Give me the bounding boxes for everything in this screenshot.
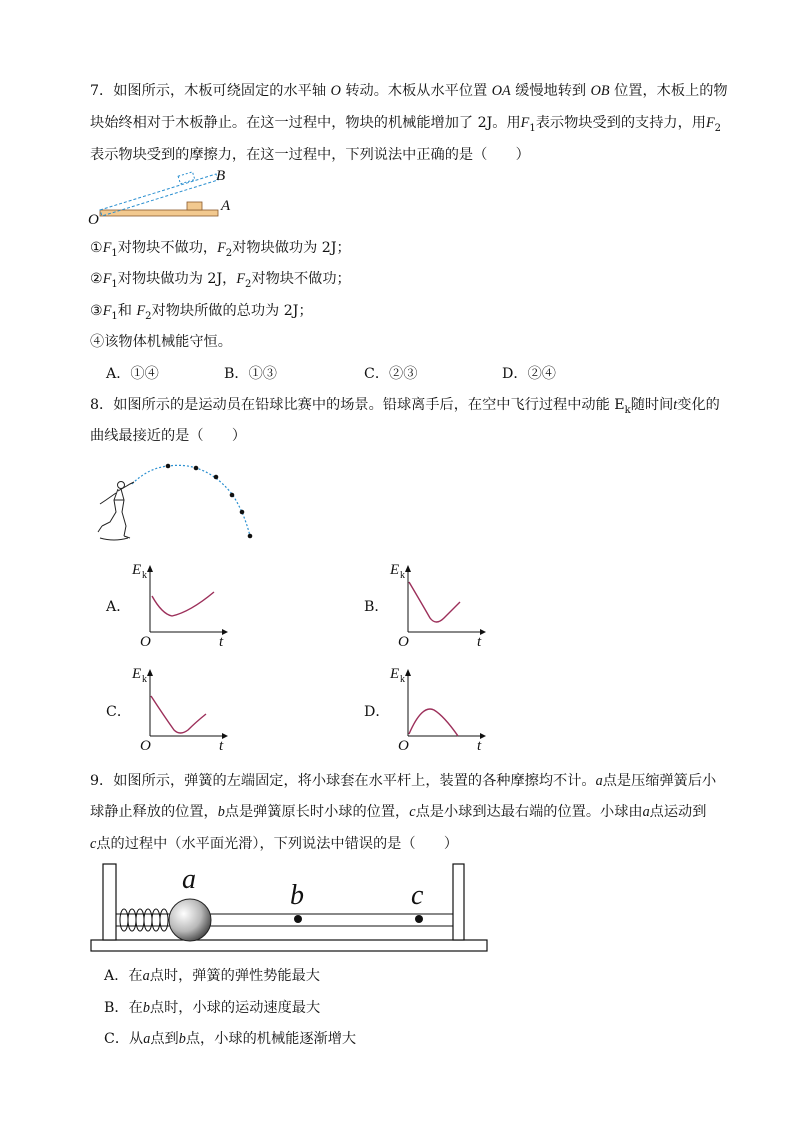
q8-shotput-figure: [88, 460, 268, 550]
q9-line-3: c点的过程中（水平面光滑），下列说法中错误的是（ ）: [90, 836, 459, 852]
q9-line-2: 球静止释放的位置，b点是弹簧原长时小球的位置，c点是小球到达最右端的位置。小球由a点运动到: [90, 804, 707, 820]
q8-option-a[interactable]: A．: [106, 599, 131, 615]
q9-label-a: a: [182, 864, 196, 895]
q9-spring-figure: [88, 858, 490, 958]
q8-graph-a: E k O t: [130, 560, 230, 650]
q9-option-a[interactable]: A．在a点时，弹簧的弹性势能最大: [104, 968, 320, 984]
q9-option-b[interactable]: B．在b点时，小球的运动速度最大: [104, 1000, 321, 1016]
q8-graph-d: E k O t: [388, 664, 488, 754]
q8-option-c[interactable]: C．: [106, 704, 132, 720]
q7-option-c[interactable]: C．②③: [364, 366, 418, 382]
q7-board-figure: [88, 168, 248, 228]
q7-statement-3: $③F_1$和 $F_2$对物块所做的总功为 2J；: [90, 303, 313, 322]
q9-label-c: c: [411, 880, 424, 911]
q7-line-2: 块始终相对于木板静止。在这一过程中，物块的机械能增加了 2J。用$F_1$表示物块受到的支持力，用$F_2$: [90, 115, 722, 134]
q7-line-3: 表示物块受到的摩擦力，在这一过程中，下列说法中正确的是（ ）: [90, 147, 530, 163]
q7-label-O: O: [88, 212, 99, 228]
q8-option-b[interactable]: B．: [364, 599, 389, 615]
q9-option-c[interactable]: C．从a点到b点，小球的机械能逐渐增大: [104, 1031, 357, 1047]
q7-option-a[interactable]: A．①④: [106, 366, 159, 382]
q8-option-d[interactable]: D．: [364, 704, 390, 720]
q8-line-2: 曲线最接近的是（ ）: [90, 428, 247, 444]
q7-option-d[interactable]: D．②④: [502, 366, 556, 382]
q7-statement-1: $①F_1$对物块不做功，$F_2$对物块做功为 2J；: [90, 240, 351, 259]
q7-statement-2: $②F_1$对物块做功为 2J，$F_2$对物块不做功；: [90, 271, 351, 290]
q7-line-1: 7．如图所示，木板可绕固定的水平轴 O 转动。木板从水平位置 OA 缓慢地转到 OB 位置，木板上的物: [90, 83, 728, 99]
q7-statement-4: ④该物体机械能守恒。: [90, 334, 232, 350]
q8-graph-c: E k O t: [130, 664, 230, 754]
q8-line-1: 8．如图所示的是运动员在铅球比赛中的场景。铅球离手后，在空中飞行过程中动能 $E_k$随时间t变化的: [90, 397, 720, 416]
q7-label-B: B: [216, 168, 226, 184]
q9-line-1: 9．如图所示，弹簧的左端固定，将小球套在水平杆上，装置的各种摩擦均不计。a点是压缩弹簧后小: [90, 773, 717, 789]
q9-label-b: b: [290, 880, 304, 911]
q7-label-A: A: [221, 198, 231, 214]
q7-option-b[interactable]: B．①③: [224, 366, 277, 382]
q8-graph-b: E k O t: [388, 560, 488, 650]
